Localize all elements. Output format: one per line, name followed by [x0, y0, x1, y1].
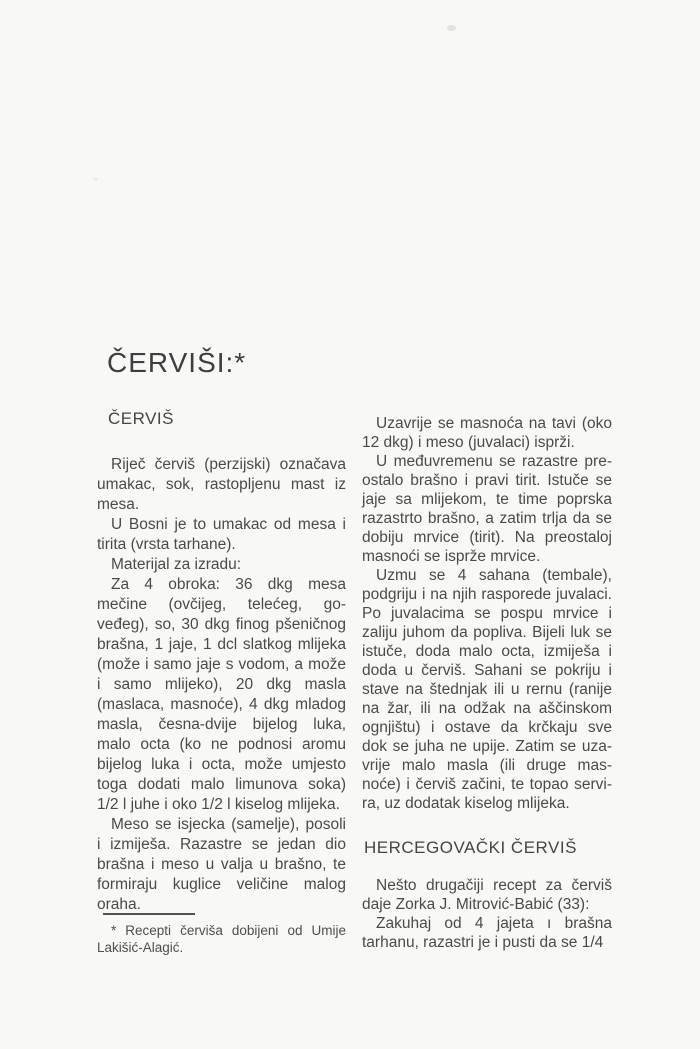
left-column-body [97, 455, 346, 915]
text-line: 1/2 l juhe i oko 1/2 l kiselog mlijeka. [97, 796, 340, 813]
text-line: zaliju juhom da popliva. Bijeli luk se [362, 624, 612, 641]
text-line: Riječ červiš (perzijski) označava [111, 456, 346, 473]
text-line: ra, uz dodatak kiselog mlijeka. [362, 795, 570, 812]
page-title: ČERVIŠI:* [107, 347, 247, 378]
paragraph [97, 455, 346, 515]
text-line: Nešto drugačiji recept za červiš [376, 877, 612, 894]
section-heading-cervis: ČERVIŠ [108, 409, 174, 428]
section-heading-hercegovacki: HERCEGOVAČKI ČERVIŠ [364, 838, 577, 857]
paragraph [97, 515, 346, 555]
text-line: brašna i meso u valja u brašno, te [97, 856, 346, 873]
text-line: formiraju kuglice veličine malog [97, 876, 346, 893]
text-line: masla, česna-dvije bijelog luka, [97, 716, 346, 733]
text-line: vrije malo masla (ili druge mas- [362, 757, 612, 774]
text-line: Po juvalacima se pospu mrvice i [362, 605, 612, 622]
text-line: na žar, ili na odžak na aščinskom [362, 700, 612, 717]
text-line: noće) i červiš začini, te topao servi- [362, 776, 612, 793]
text-line: Meso se isjecka (samelje), posoli [111, 816, 346, 833]
text-line: U Bosni je to umakac od mesa i [111, 516, 346, 533]
text-line: tarhanu, razastri je i pusti da se 1/4 [362, 934, 604, 951]
text-line: bijelog luka i octa, može umjesto [97, 756, 346, 773]
paragraph [97, 555, 346, 575]
text-line: Uzmu se 4 sahana (tembale), [376, 567, 612, 584]
text-line: veđeg), so, 30 dkg finog pšeničnog [97, 616, 346, 633]
text-line: Materijal za izradu: [111, 556, 242, 573]
footnote [97, 922, 346, 956]
paragraph [97, 575, 346, 815]
text-line: jaje sa mlijekom, te time poprska [362, 491, 612, 508]
text-line: Uzavrije se masnoća na tavi (oko [376, 415, 612, 432]
text-line: oraha. [97, 896, 141, 913]
paragraph [362, 414, 612, 452]
text-line: malo octa (ko ne podnosi aromu [97, 736, 346, 753]
text-line: dobiju mrvice (tirit). Na preostaloj [362, 529, 612, 546]
right-column-bottom [362, 876, 612, 952]
text-line: ognjištu) i ostave da krčkaju sve [362, 719, 612, 736]
paragraph [362, 566, 612, 813]
text-line: toga dodati malo limunova soka) [97, 776, 346, 793]
text-line: stave na štednjak ili u rernu (ranije [362, 681, 612, 698]
text-line: razastrto brašno, a zatim trlja da se [362, 510, 612, 527]
text-line: dok se juha ne upije. Zatim se uza- [362, 738, 612, 755]
paragraph [362, 914, 612, 952]
text-line: masnoći se isprže mrvice. [362, 548, 541, 565]
text-line: Za 4 obroka: 36 dkg mesa [111, 576, 346, 593]
right-column [362, 414, 612, 952]
text-line: daje Zorka J. Mitrović-Babić (33): [362, 896, 590, 913]
right-column-top [362, 414, 612, 813]
paragraph [97, 922, 346, 956]
text-line: i samo mlijeko), 20 dkg masla [97, 676, 346, 693]
text-line: (maslaca, masnoće), 4 dkg mladog [97, 696, 346, 713]
text-line: ostalo brašno i pravi tirit. Istuče se [362, 472, 612, 489]
text-line: istuče, doda malo octa, izmiješa i [362, 643, 612, 660]
text-line: mečine (ovčijeg, telećeg, go- [97, 596, 346, 613]
text-line: Zakuhaj od 4 jajeta ı brašna [376, 915, 612, 932]
text-line: Lakišić-Alagić. [97, 940, 184, 955]
paragraph [362, 452, 612, 566]
left-column [97, 409, 346, 956]
scan-speck [447, 25, 456, 31]
text-line: 12 dkg) i meso (juvalaci) isprži. [362, 434, 575, 451]
paragraph [97, 815, 346, 915]
text-line: tirita (vrsta tarhane). [97, 536, 236, 553]
paragraph [362, 876, 612, 914]
text-line: * Recepti červiša dobijeni od Umije [111, 923, 346, 938]
text-line: mesa. [97, 496, 140, 513]
text-line: podgriju i na njih rasporede juvalaci. [362, 586, 612, 603]
text-line: U međuvremenu se razastre pre- [376, 453, 612, 470]
text-line: (može i samo jaje s vodom, a može [97, 656, 346, 673]
text-line: doda u červiš. Sahani se pokriju i [362, 662, 612, 679]
text-line: i izmiješa. Razastre se jedan dio [97, 836, 346, 853]
scan-speck [93, 177, 98, 181]
text-line: brašna, 1 jaje, 1 dcl slatkog mlijeka [97, 636, 346, 653]
text-line: umakac, sok, rastopljenu mast iz [97, 476, 346, 493]
